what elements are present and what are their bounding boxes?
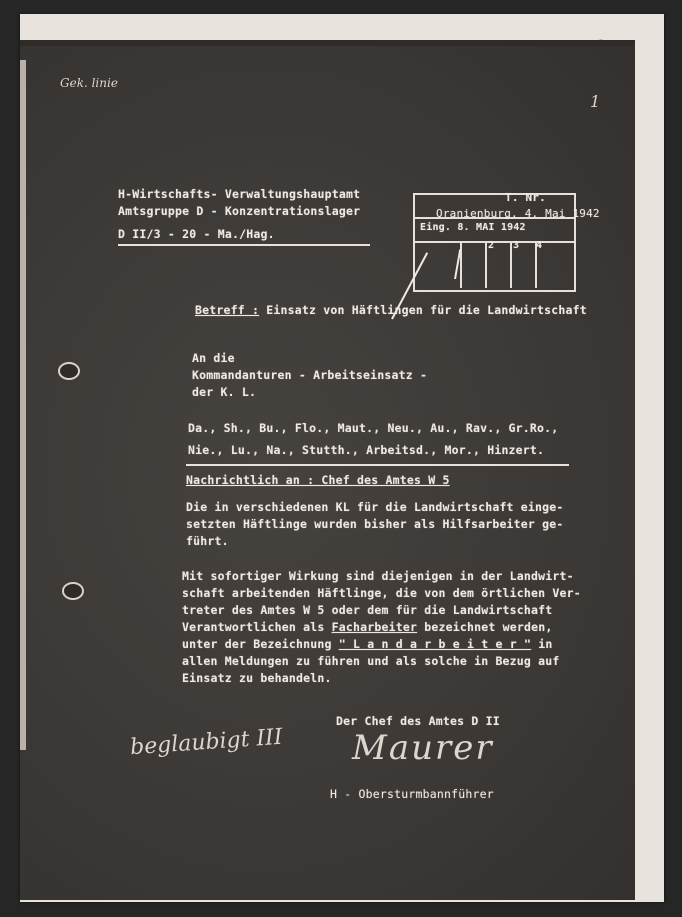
- closing-rank: H - Obersturmbannführer: [330, 787, 494, 801]
- term-landarbeiter: " L a n d a r b e i t e r ": [338, 637, 532, 651]
- stamp-cell-4: 4: [536, 240, 543, 251]
- recipient-line2: Kommandanturen - Arbeitseinsatz -: [192, 368, 428, 382]
- closing-title: Der Chef des Amtes D II: [336, 714, 500, 728]
- document-photostat: [20, 40, 635, 900]
- body-p2-line2: schaft arbeitenden Häftlinge, die von dem örtlichen Ver-: [182, 586, 581, 600]
- body-p2-text: bezeichnet werden,: [424, 620, 553, 634]
- recipient-line1: An die: [192, 351, 235, 365]
- stamp-cell-2: 2: [488, 240, 495, 251]
- stamp-cell-3: 3: [513, 240, 520, 251]
- body-p2-line7: Einsatz zu behandeln.: [182, 671, 332, 685]
- punch-hole: [62, 582, 84, 600]
- subject-text: Einsatz von Häftlingen für die Landwirtschaft: [266, 303, 587, 317]
- subject-line: [195, 302, 587, 319]
- office-header-line1: H-Wirtschafts- Verwaltungshauptamt: [118, 187, 361, 201]
- recipient-line3: der K. L.: [192, 385, 257, 399]
- body-p1-line2: setzten Häftlinge wurden bisher als Hilfsarbeiter ge-: [186, 517, 564, 531]
- body-p1-line1: Die in verschiedenen KL für die Landwirtschaft einge-: [186, 500, 564, 514]
- body-p2-line3: treter des Amtes W 5 oder dem für die Landwirtschaft: [182, 603, 553, 617]
- photo-top-border: [20, 40, 635, 46]
- body-p2-text: unter der Bezeichnung: [182, 637, 332, 651]
- term-facharbeiter: Facharbeiter: [331, 620, 418, 634]
- header-rule: [118, 244, 370, 246]
- handwritten-note-bottom: beglaubigt III: [129, 724, 284, 761]
- photo-left-edge: [20, 60, 26, 750]
- cc-line: Nachrichtlich an : Chef des Amtes W 5: [186, 473, 450, 487]
- body-p2-line1: Mit sofortiger Wirkung sind diejenigen in der Landwirt-: [182, 569, 574, 583]
- body-p2-line6: allen Meldungen zu führen und als solche in Bezug auf: [182, 654, 560, 668]
- camp-list-line1: Da., Sh., Bu., Flo., Maut., Neu., Au., Rav., Gr.Ro.,: [188, 421, 559, 435]
- stamp-place-date: Oranienburg, 4. Mai 1942: [436, 207, 600, 220]
- stamp-cell-line: [510, 243, 512, 288]
- punch-hole: [58, 362, 80, 380]
- stamp-received-date: Eing. 8. MAI 1942: [420, 222, 526, 233]
- stamp-divider: [415, 241, 574, 243]
- file-reference: D II/3 - 20 - Ma./Hag.: [118, 227, 275, 241]
- handwritten-page-number: 1: [590, 92, 601, 111]
- recipient-rule: [186, 464, 569, 466]
- body-p2-line4: [182, 619, 552, 636]
- stamp-cell-line: [485, 243, 487, 288]
- body-p2-text: Verantwortlichen als: [182, 620, 325, 634]
- signature: Maurer: [352, 728, 494, 768]
- handwritten-note-top: Gek. linie: [60, 76, 118, 90]
- stamp-title: T. Nr.: [505, 191, 546, 204]
- body-p2-line5: [182, 636, 552, 653]
- body-p1-line3: führt.: [186, 534, 229, 548]
- camp-list-line2: Nie., Lu., Na., Stutth., Arbeitsd., Mor., Hinzert.: [188, 443, 545, 457]
- body-p2-text: in: [538, 637, 553, 651]
- office-header-line2: Amtsgruppe D - Konzentrationslager: [118, 204, 361, 218]
- subject-label: Betreff :: [195, 303, 260, 317]
